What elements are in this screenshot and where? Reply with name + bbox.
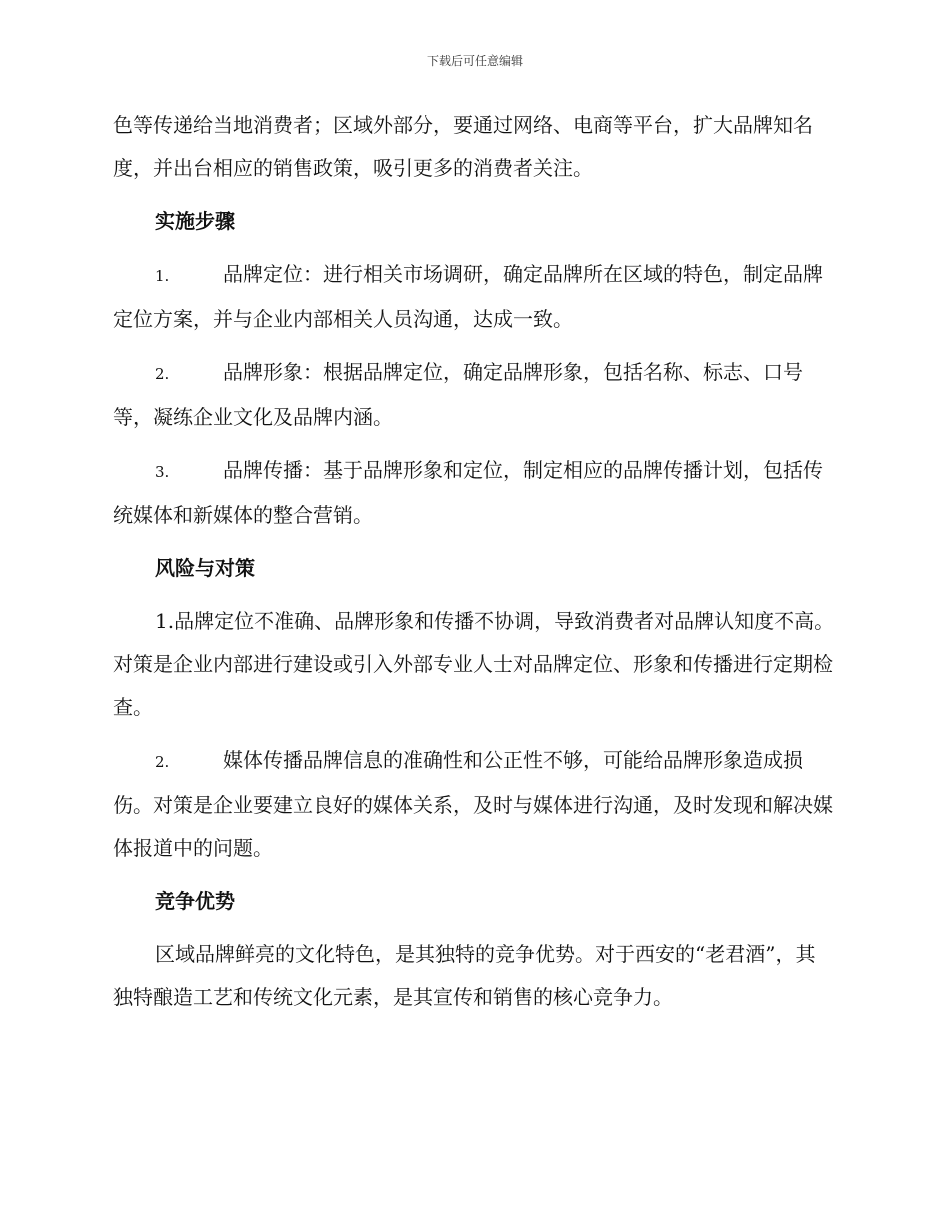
intro-paragraph: 色等传递给当地消费者；区域外部分，要通过网络、电商等平台，扩大品牌知名度，并出台相应的销售政策，吸引更多的消费者关注。 (113, 113, 813, 180)
risk-number: 2. (155, 753, 170, 771)
step-text: 品牌形象：根据品牌定位，确定品牌形象，包括名称、标志、口号等，凝练企业文化及品牌内涵。 (113, 360, 803, 429)
step-number: 3. (155, 463, 170, 481)
document-body (113, 104, 835, 1029)
step-text: 品牌传播：基于品牌形象和定位，制定相应的品牌传播计划，包括传统媒体和新媒体的整合营销。 (113, 458, 823, 527)
step-item (113, 253, 835, 341)
step-number: 2. (155, 365, 170, 383)
section-heading-risks: 风险与对策 (155, 556, 255, 580)
risk-text: 媒体传播品牌信息的准确性和公正性不够，可能给品牌形象造成损伤。对策是企业要建立良好的媒体关系，及时与媒体进行沟通，及时发现和解决媒体报道中的问题。 (113, 748, 833, 860)
section-heading-advantage: 竞争优势 (155, 889, 235, 913)
page-header: 下载后可任意编辑 (426, 54, 523, 68)
step-number: 1. (155, 267, 170, 285)
risk-item: 1.品牌定位不准确、品牌形象和传播不协调，导致消费者对品牌认知度不高。对策是企业内部进行建设或引入外部专业人士对品牌定位、形象和传播进行定期检查。 (113, 609, 835, 719)
section-heading-steps: 实施步骤 (155, 209, 235, 233)
step-item (113, 351, 835, 439)
advantage-paragraph: 区域品牌鲜亮的文化特色，是其独特的竞争优势。对于西安的“老君酒”，其独特酿造工艺和传统文化元素，是其宣传和销售的核心竞争力。 (113, 942, 816, 1009)
step-text: 品牌定位：进行相关市场调研，确定品牌所在区域的特色，制定品牌定位方案，并与企业内部相关人员沟通，达成一致。 (113, 262, 823, 331)
step-item (113, 449, 835, 537)
risk-item (113, 739, 835, 870)
